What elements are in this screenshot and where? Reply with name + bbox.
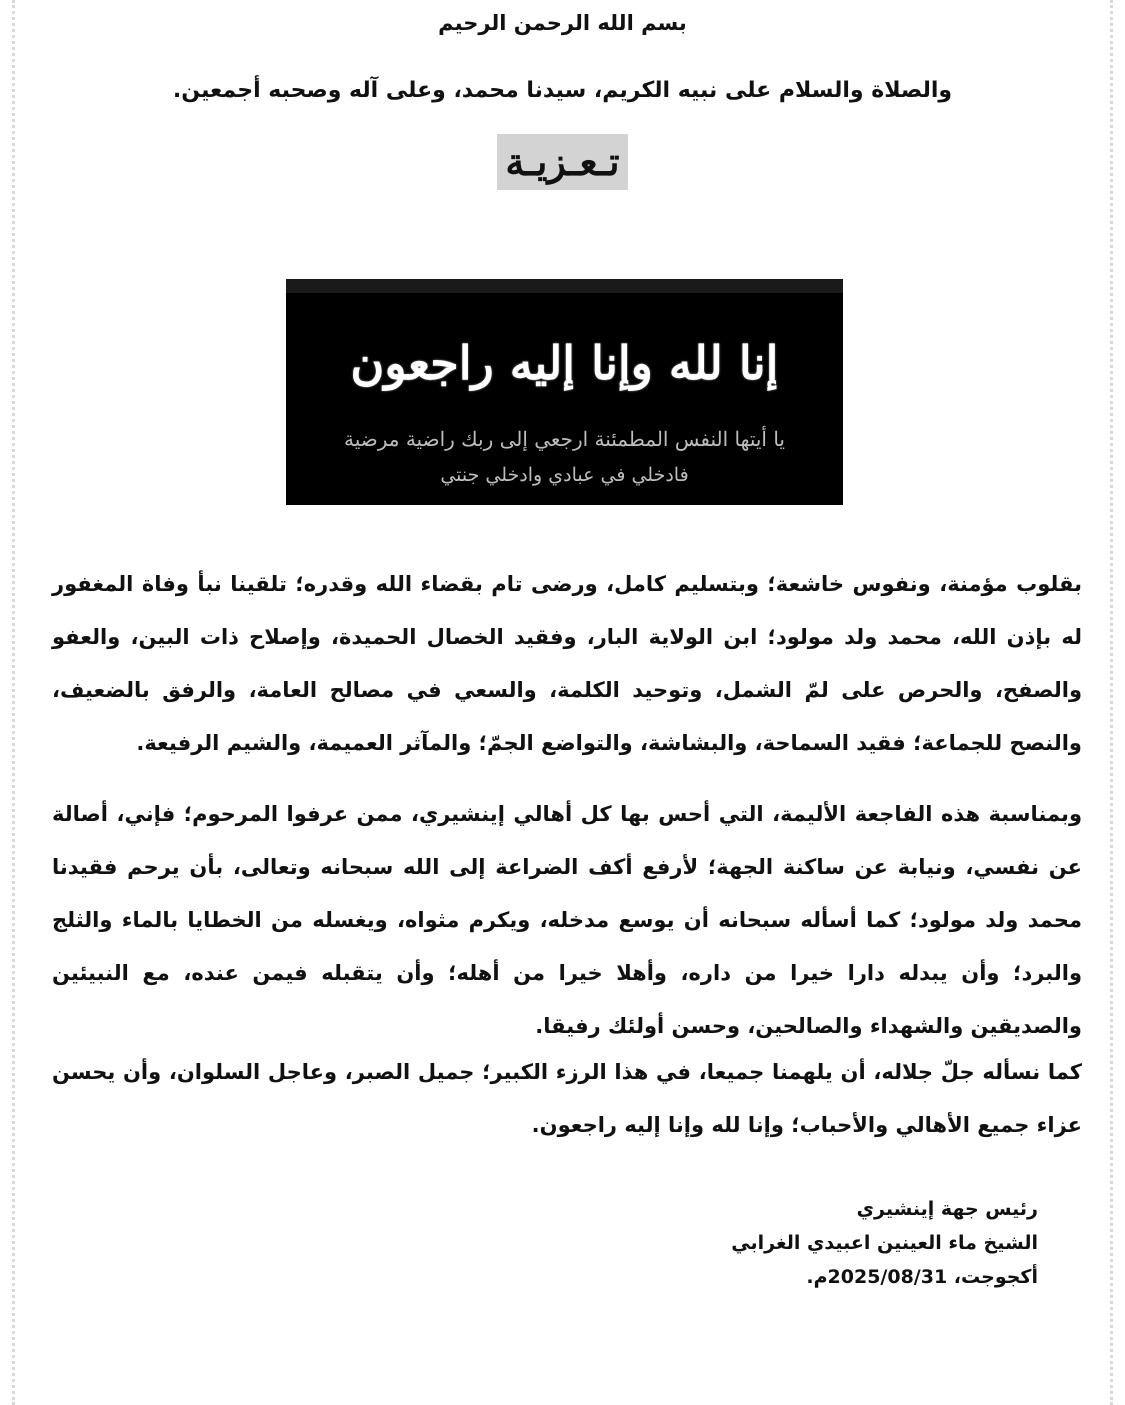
- basmala: بسم الله الرحمن الرحيم: [438, 11, 687, 35]
- paragraph-2: وبمناسبة هذه الفاجعة الأليمة، التي أحس بها كل أهالي إينشيري، ممن عرفوا المرحوم؛ فإني، أصالة عن نفسي، ونيابة عن ساكنة الجهة؛ لأرفع أكف الضراعة إلى الله سبحانه وتعالى، بأن يرحم فقيدنا محمد ولد مولود؛ كما أسأله سبحانه أن يوسع مدخله، ويكرم مثواه، ويغسله من الخطايا بالماء والثلج والبرد؛ وأن يبدله دارا خيرا من داره، وأهلا خيرا من أهله؛ وأن يتقبله فيمن عنده، مع النبيئين والصديقين والشهداء والصالحين، وحسن أولئك رفيقا.: [52, 802, 1082, 1038]
- page-title: تـعـزيـة: [497, 134, 627, 190]
- signature-name: الشيخ ماء العينين اعبيدي الغرابي: [731, 1232, 1038, 1254]
- title-wrap: [0, 134, 1125, 190]
- paragraph-1: بقلوب مؤمنة، ونفوس خاشعة؛ وبتسليم كامل، ورضى تام بقضاء الله وقدره؛ تلقينا نبأ وفاة المغفور له بإذن الله، محمد ولد مولود؛ ابن الولاية البار، وفقيد الخصال الحميدة، وإصلاح ذات البين، والعفو والصفح، والحرص على لمّ الشمل، وتوحيد الكلمة، والسعي في مصالح العامة، والرفق بالضعيف، والنصح للجماعة؛ فقيد السماحة، والبشاشة، والتواضع الجمّ؛ والمآثر العميمة، والشيم الرفيعة.: [52, 572, 1082, 755]
- salat-line: والصلاة والسلام على نبيه الكريم، سيدنا محمد، وعلى آله وصحبه أجمعين.: [172, 78, 953, 103]
- condolence-banner-image: [286, 279, 843, 505]
- signature-block: [731, 1192, 1038, 1294]
- banner-verse-line2: يا أيتها النفس المطمئنة ارجعي إلى ربك راضية مرضية: [343, 427, 785, 451]
- paragraph-3: كما نسأله جلّ جلاله، أن يلهمنا جميعا، في هذا الرزء الكبير؛ جميل الصبر، وعاجل السلوان، وأن يحسن عزاء جميع الأهالي والأحباب؛ وإنا لله وإنا إليه راجعون.: [52, 1060, 1082, 1137]
- signature-role: رئيس جهة إينشيري: [856, 1198, 1038, 1220]
- banner-verse-line3: فادخلي في عبادي وادخلي جنتي: [440, 464, 689, 486]
- signature-place-date: أكجوجت، 2025/08/31م.: [806, 1266, 1038, 1288]
- banner-verse-main: إنا لله وإنا إليه راجعون: [350, 336, 779, 390]
